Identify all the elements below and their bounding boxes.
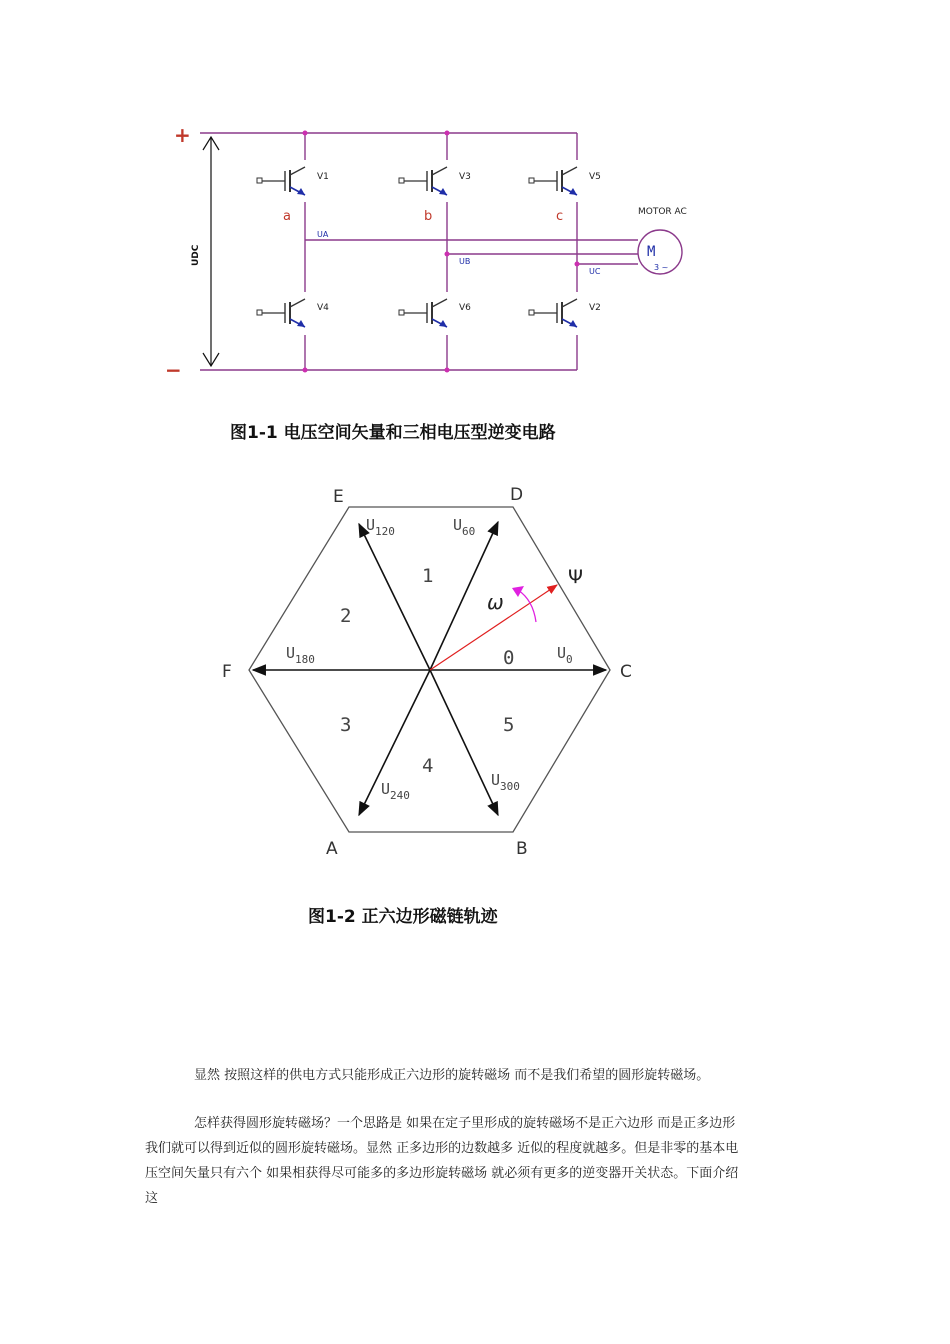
label-v1: V1 — [317, 172, 329, 182]
label-v6: V6 — [459, 303, 471, 313]
node-label-uc: UC — [589, 267, 601, 276]
phase-label-b: b — [424, 209, 433, 224]
paragraph-2 — [145, 1111, 825, 1211]
switch-v2 — [529, 299, 577, 327]
plus-sign: + — [174, 123, 191, 147]
label-v4: V4 — [317, 303, 329, 313]
vector-u120 — [359, 524, 430, 670]
figure2-caption: 图1-2 正六边形磁链轨迹 — [308, 907, 498, 927]
paragraph-1-text: 显然 按照这样的供电方式只能形成正六边形的旋转磁场 而不是我们希望的圆形旋转磁场。 — [194, 1068, 710, 1083]
switch-v5 — [529, 167, 577, 195]
label-u240: $U_{240}$ — [381, 780, 410, 802]
junction-dots — [303, 131, 580, 373]
node-label-ub: UB — [459, 257, 471, 266]
paragraph-2-line-1: 怎样获得圆形旋转磁场？一个思路是 如果在定子里形成的旋转磁场不是正六边形 而是正多边形 — [194, 1116, 736, 1131]
switch-v1 — [257, 167, 305, 195]
omega-label: ω — [487, 590, 504, 614]
label-v2: V2 — [589, 303, 601, 313]
figure1-caption: 图1-1 电压空间矢量和三相电压型逆变电路 — [230, 423, 556, 443]
vertex-a: A — [326, 839, 338, 859]
sector-3: 3 — [340, 714, 352, 736]
vertex-e: E — [333, 487, 344, 507]
label-v3: V3 — [459, 172, 471, 182]
switch-v3 — [399, 167, 447, 195]
phase-label-a: a — [283, 209, 291, 224]
paragraph-2-line-2: 我们就可以得到近似的圆形旋转磁场。显然 正多边形的边数越多 近似的程度就越多。但是非零的基本电 — [145, 1141, 739, 1156]
label-u0: $U_0$ — [557, 644, 573, 666]
vertex-f: F — [222, 662, 232, 682]
label-u300: $U_{300}$ — [491, 771, 520, 793]
switch-v6 — [399, 299, 447, 327]
vertex-b: B — [516, 839, 528, 859]
paragraph-2-line-4: 这 — [145, 1191, 159, 1206]
label-u180: $U_{180}$ — [286, 644, 315, 666]
psi-label: Ψ — [568, 566, 583, 588]
node-label-ua: UA — [317, 230, 329, 239]
udc-label: UDC — [191, 244, 201, 266]
vertex-c: C — [620, 662, 632, 682]
vector-u300 — [430, 670, 498, 815]
phase-label-c: c — [556, 209, 564, 224]
sector-2: 2 — [340, 605, 352, 627]
sector-1: 1 — [422, 565, 434, 587]
sector-0: 0 — [503, 647, 515, 669]
paragraph-1 — [194, 1063, 709, 1088]
inverter-circuit-diagram — [0, 0, 950, 400]
minus-sign: − — [165, 358, 182, 382]
paragraph-2-line-3: 压空间矢量只有六个 如果相获得尽可能多的多边形旋转磁场 就必须有更多的逆变器开关状态。下面介绍 — [145, 1166, 739, 1181]
hexagon-flux-diagram — [0, 470, 950, 890]
vertex-d: D — [510, 485, 524, 505]
omega-rotation-arc — [518, 590, 536, 622]
sector-5: 5 — [503, 714, 515, 736]
label-v5: V5 — [589, 172, 601, 182]
label-u60: $U_{60}$ — [453, 516, 476, 538]
sector-4: 4 — [422, 755, 434, 777]
label-u120: $U_{120}$ — [366, 516, 395, 538]
switch-v4 — [257, 299, 305, 327]
motor-letter: M — [647, 244, 656, 260]
motor-sub: 3 ~ — [654, 263, 669, 272]
motor-title: MOTOR AC — [638, 207, 687, 217]
